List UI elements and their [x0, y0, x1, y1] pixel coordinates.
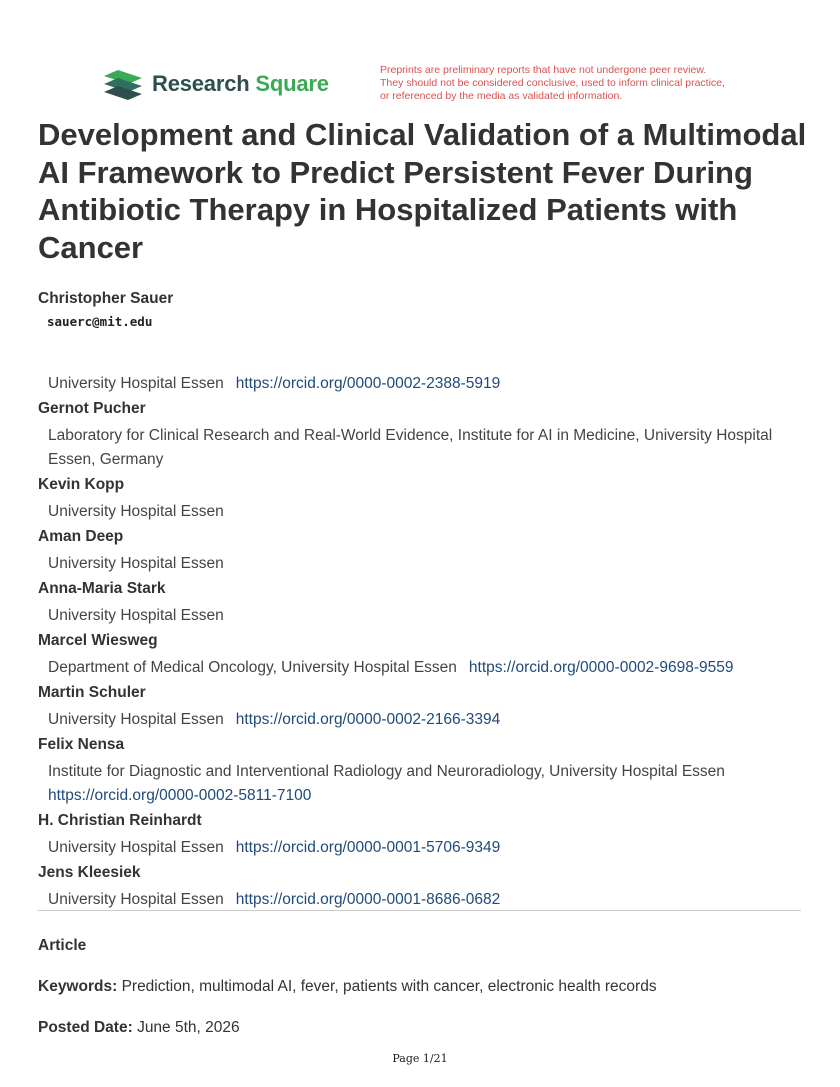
- keywords: [38, 978, 657, 996]
- author-affiliation-line: [38, 500, 818, 524]
- page-header: [0, 0, 840, 110]
- author-name: Gernot Pucher: [38, 400, 146, 417]
- disclaimer-line: or referenced by the media as validated information.: [380, 90, 623, 102]
- disclaimer-line: Preprints are preliminary reports that have not undergone peer review.: [380, 64, 707, 76]
- orcid-link[interactable]: https://orcid.org/0000-0002-5811-7100: [48, 787, 312, 804]
- posted-date: [38, 1019, 240, 1037]
- section-divider: [38, 910, 801, 911]
- orcid-link[interactable]: https://orcid.org/0000-0001-5706-9349: [235, 839, 501, 856]
- research-square-logo-icon: [102, 68, 144, 100]
- author-name: Aman Deep: [38, 528, 124, 545]
- author-affiliation-line: [38, 836, 818, 860]
- disclaimer-line: They should not be considered conclusive, used to inform clinical practice,: [380, 77, 725, 89]
- author-affiliation: Laboratory for Clinical Research and Real-World Evidence, Institute for AI in Medicine, University Hospital Essen, Germany: [48, 427, 773, 468]
- author-list: [38, 289, 818, 915]
- author-affiliation-line: [38, 604, 818, 628]
- author-email[interactable]: sauerc@mit.edu: [47, 314, 153, 329]
- keywords-value: Prediction, multimodal AI, fever, patients with cancer, electronic health records: [121, 978, 657, 995]
- author-affiliation: Department of Medical Oncology, University Hospital Essen: [48, 659, 457, 676]
- logo-word-research: Research: [152, 71, 250, 96]
- orcid-link[interactable]: https://orcid.org/0000-0002-9698-9559: [468, 659, 734, 676]
- author-affiliation-line: [38, 760, 818, 808]
- author-affiliation: University Hospital Essen: [48, 839, 224, 856]
- page-indicator: Page 1/21: [392, 1052, 448, 1065]
- author-affiliation-line: [38, 372, 818, 396]
- author-affiliation: University Hospital Essen: [48, 891, 224, 908]
- author-affiliation: University Hospital Essen: [48, 555, 224, 572]
- author-affiliation: University Hospital Essen: [48, 503, 224, 520]
- orcid-link[interactable]: https://orcid.org/0000-0002-2166-3394: [235, 711, 501, 728]
- author-name: Anna-Maria Stark: [38, 580, 166, 597]
- article-type: Article: [38, 937, 87, 954]
- logo-word-square: Square: [255, 71, 329, 96]
- author-name: Marcel Wiesweg: [38, 632, 158, 649]
- author-name: Christopher Sauer: [38, 290, 174, 307]
- author-name: Jens Kleesiek: [38, 864, 141, 881]
- paper-title: Development and Clinical Validation of a Multimodal AI Framework to Predict Persistent Fever During Antibiotic Therapy in Hospitalized Patients with Cancer: [38, 117, 807, 265]
- keywords-label: Keywords:: [38, 978, 118, 995]
- author-affiliation: University Hospital Essen: [48, 607, 224, 624]
- author-affiliation-line: [38, 424, 818, 472]
- author-name: H. Christian Reinhardt: [38, 812, 202, 829]
- posted-date-value: June 5th, 2026: [137, 1019, 240, 1036]
- research-square-logo[interactable]: [102, 68, 329, 100]
- orcid-link[interactable]: https://orcid.org/0000-0001-8686-0682: [235, 891, 501, 908]
- author-affiliation: University Hospital Essen: [48, 375, 224, 392]
- author-name: Felix Nensa: [38, 736, 125, 753]
- posted-date-label: Posted Date:: [38, 1019, 133, 1036]
- author-affiliation-line: [38, 552, 818, 576]
- author-affiliation: University Hospital Essen: [48, 711, 224, 728]
- preprint-disclaimer: [380, 64, 780, 103]
- author-affiliation-line: [38, 888, 818, 912]
- author-name: Martin Schuler: [38, 684, 146, 701]
- logo-wordmark: [152, 71, 329, 97]
- author-affiliation: Institute for Diagnostic and Interventional Radiology and Neuroradiology, University Hospital Essen: [48, 763, 725, 780]
- author-affiliation-line: [38, 708, 818, 732]
- author-name: Kevin Kopp: [38, 476, 125, 493]
- author-affiliation-line: [38, 656, 818, 680]
- orcid-link[interactable]: https://orcid.org/0000-0002-2388-5919: [235, 375, 501, 392]
